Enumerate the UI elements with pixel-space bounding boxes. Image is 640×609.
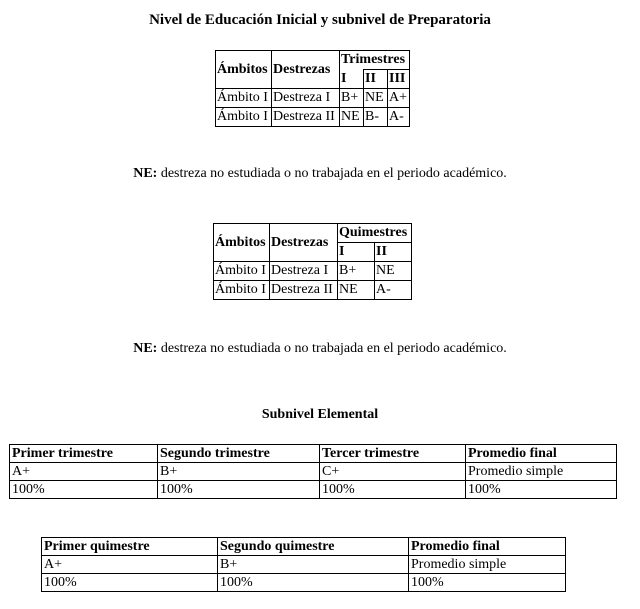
note-label: NE: (133, 166, 158, 181)
cell-value: 100% (320, 481, 466, 499)
header-ambitos: Ámbitos (216, 51, 272, 89)
note-ne-1 (0, 166, 640, 182)
header-destrezas: Destrezas (272, 51, 340, 89)
header-period-3: III (388, 70, 410, 89)
cell-value: 100% (466, 481, 617, 499)
header-period-2: II (375, 243, 412, 262)
cell-value: B+ (218, 556, 409, 574)
cell-ambito: Ámbito I (214, 262, 270, 281)
section-title-elemental: Subnivel Elemental (261, 407, 379, 422)
table-quimestres-inicial (213, 223, 412, 300)
header-segundo-quimestre: Segundo quimestre (218, 538, 409, 556)
table-row (216, 89, 410, 108)
header-destrezas: Destrezas (270, 224, 338, 262)
cell-destreza: Destreza I (270, 262, 338, 281)
cell-ambito: Ámbito I (214, 281, 270, 300)
header-primer-quimestre: Primer quimestre (42, 538, 218, 556)
cell-value: Promedio simple (409, 556, 566, 574)
table-trimestres-elemental (9, 444, 617, 499)
cell-value: 100% (42, 574, 218, 592)
cell-value: NE (338, 281, 375, 300)
header-period-1: I (338, 243, 375, 262)
note-text: destreza no estudiada o no trabajada en el periodo académico. (157, 166, 507, 181)
cell-destreza: Destreza II (272, 108, 340, 127)
cell-value: NE (375, 262, 412, 281)
cell-ambito: Ámbito I (216, 89, 272, 108)
header-tercer-trimestre: Tercer trimestre (320, 445, 466, 463)
cell-value: A+ (388, 89, 410, 108)
cell-ambito: Ámbito I (216, 108, 272, 127)
table-row (10, 481, 617, 499)
header-segundo-trimestre: Segundo trimestre (158, 445, 320, 463)
cell-value: 100% (409, 574, 566, 592)
cell-value: B+ (340, 89, 364, 108)
cell-value: 100% (158, 481, 320, 499)
cell-value: B+ (338, 262, 375, 281)
note-text: destreza no estudiada o no trabajada en el periodo académico. (157, 341, 507, 356)
header-ambitos: Ámbitos (214, 224, 270, 262)
cell-value: A+ (42, 556, 218, 574)
cell-value: B+ (158, 463, 320, 481)
header-promedio-final: Promedio final (466, 445, 617, 463)
cell-destreza: Destreza I (272, 89, 340, 108)
note-label: NE: (133, 341, 158, 356)
table-quimestres-elemental (41, 537, 566, 592)
table-row (214, 281, 412, 300)
table-row (10, 463, 617, 481)
cell-value: A- (375, 281, 412, 300)
table-row (214, 262, 412, 281)
header-trimestres: Trimestres (340, 51, 410, 70)
header-period-2: II (364, 70, 388, 89)
cell-value: A+ (10, 463, 158, 481)
table-row (216, 108, 410, 127)
header-promedio-final: Promedio final (409, 538, 566, 556)
cell-value: NE (340, 108, 364, 127)
header-period-1: I (340, 70, 364, 89)
table-row (42, 556, 566, 574)
table-row (42, 574, 566, 592)
cell-value: B- (364, 108, 388, 127)
note-ne-2 (0, 341, 640, 357)
cell-value: 100% (10, 481, 158, 499)
cell-destreza: Destreza II (270, 281, 338, 300)
table-trimestres-inicial (215, 50, 410, 127)
cell-value: A- (388, 108, 410, 127)
section-title-inicial: Nivel de Educación Inicial y subnivel de Preparatoria (149, 12, 491, 28)
header-primer-trimestre: Primer trimestre (10, 445, 158, 463)
cell-value: 100% (218, 574, 409, 592)
header-quimestres: Quimestres (338, 224, 412, 243)
cell-value: Promedio simple (466, 463, 617, 481)
cell-value: NE (364, 89, 388, 108)
cell-value: C+ (320, 463, 466, 481)
